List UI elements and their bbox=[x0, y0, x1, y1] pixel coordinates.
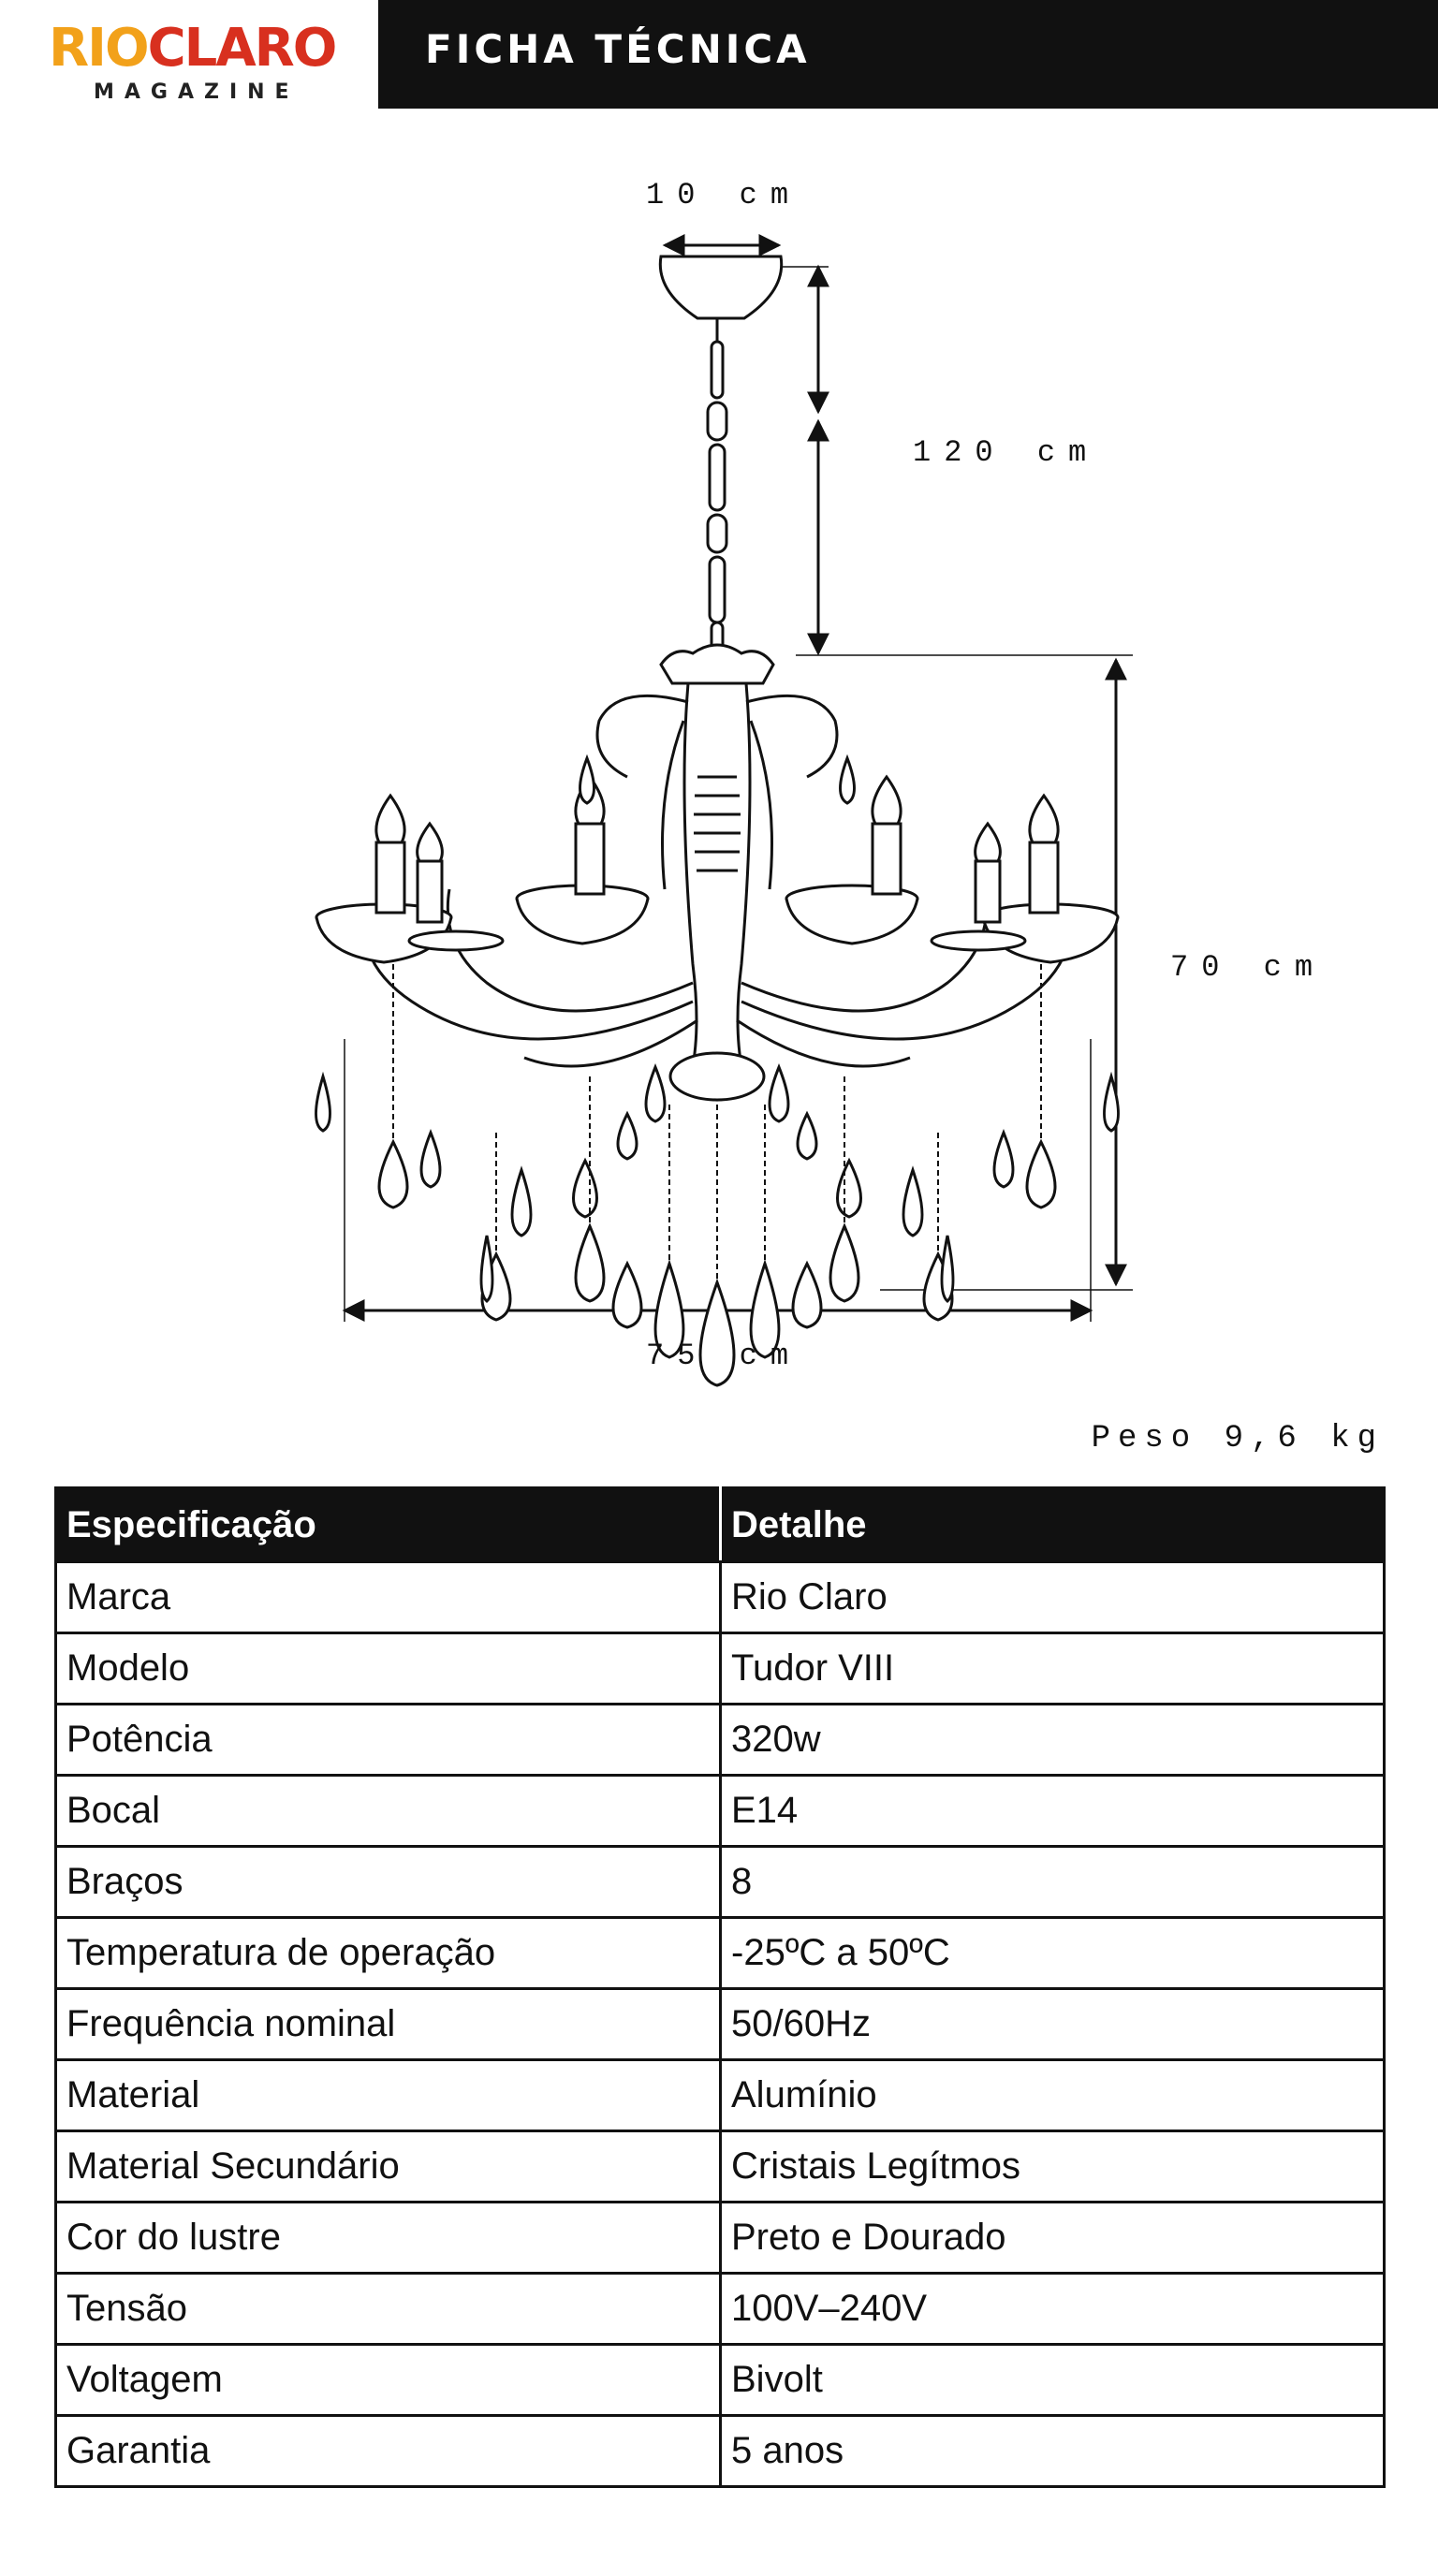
spec-value: 5 anos bbox=[721, 2416, 1385, 2487]
chain-length-label: 120 cm bbox=[913, 435, 1100, 470]
chandelier-drawing bbox=[0, 140, 1438, 1395]
spec-name: Temperatura de operação bbox=[56, 1918, 721, 1989]
table-row bbox=[56, 1705, 1385, 1776]
chain bbox=[708, 342, 726, 651]
table-row bbox=[56, 1633, 1385, 1705]
spec-name: Garantia bbox=[56, 2416, 721, 2487]
table-row bbox=[56, 1562, 1385, 1633]
spec-value: Rio Claro bbox=[721, 1562, 1385, 1633]
spec-name: Tensão bbox=[56, 2274, 721, 2345]
spec-name: Cor do lustre bbox=[56, 2203, 721, 2274]
spec-value: Alumínio bbox=[721, 2060, 1385, 2131]
spec-name: Frequência nominal bbox=[56, 1989, 721, 2060]
table-header-row bbox=[56, 1488, 1385, 1562]
spec-name: Material Secundário bbox=[56, 2131, 721, 2203]
spec-value: 8 bbox=[721, 1847, 1385, 1918]
page-title: FICHA TÉCNICA bbox=[425, 26, 811, 72]
header-spec: Especificação bbox=[56, 1488, 721, 1562]
height-label: 70 cm bbox=[1170, 950, 1327, 985]
spec-name: Voltagem bbox=[56, 2345, 721, 2416]
spec-value: 50/60Hz bbox=[721, 1989, 1385, 2060]
spec-name: Modelo bbox=[56, 1633, 721, 1705]
table-row bbox=[56, 2203, 1385, 2274]
table-row bbox=[56, 2416, 1385, 2487]
spec-value: Cristais Legítmos bbox=[721, 2131, 1385, 2203]
spec-name: Marca bbox=[56, 1562, 721, 1633]
spec-value: Preto e Dourado bbox=[721, 2203, 1385, 2274]
logo-subtitle: MAGAZINE bbox=[94, 80, 300, 104]
table-row bbox=[56, 2060, 1385, 2131]
weight-label: Peso 9,6 kg bbox=[1091, 1421, 1384, 1456]
table-row bbox=[56, 1776, 1385, 1847]
width-label: 75 cm bbox=[646, 1339, 802, 1373]
brand-logo bbox=[49, 18, 339, 105]
logo-wordmark: RIOCLARO bbox=[49, 18, 336, 79]
spec-name: Bocal bbox=[56, 1776, 721, 1847]
chandelier-illustration bbox=[0, 140, 1438, 1395]
table-row bbox=[56, 2131, 1385, 2203]
spec-table bbox=[54, 1486, 1386, 2488]
table-row bbox=[56, 1918, 1385, 1989]
spec-name: Potência bbox=[56, 1705, 721, 1776]
spec-value: E14 bbox=[721, 1776, 1385, 1847]
spec-value: Bivolt bbox=[721, 2345, 1385, 2416]
table-row bbox=[56, 1847, 1385, 1918]
header-bar bbox=[378, 0, 1438, 109]
spec-value: 100V–240V bbox=[721, 2274, 1385, 2345]
spec-value: Tudor VIII bbox=[721, 1633, 1385, 1705]
table-row bbox=[56, 1989, 1385, 2060]
table-row bbox=[56, 2274, 1385, 2345]
header-detail: Detalhe bbox=[721, 1488, 1385, 1562]
spec-value: 320w bbox=[721, 1705, 1385, 1776]
spec-name: Material bbox=[56, 2060, 721, 2131]
table-row bbox=[56, 2345, 1385, 2416]
spec-value: -25ºC a 50ºC bbox=[721, 1918, 1385, 1989]
spec-name: Braços bbox=[56, 1847, 721, 1918]
top-width-label: 10 cm bbox=[646, 178, 802, 212]
